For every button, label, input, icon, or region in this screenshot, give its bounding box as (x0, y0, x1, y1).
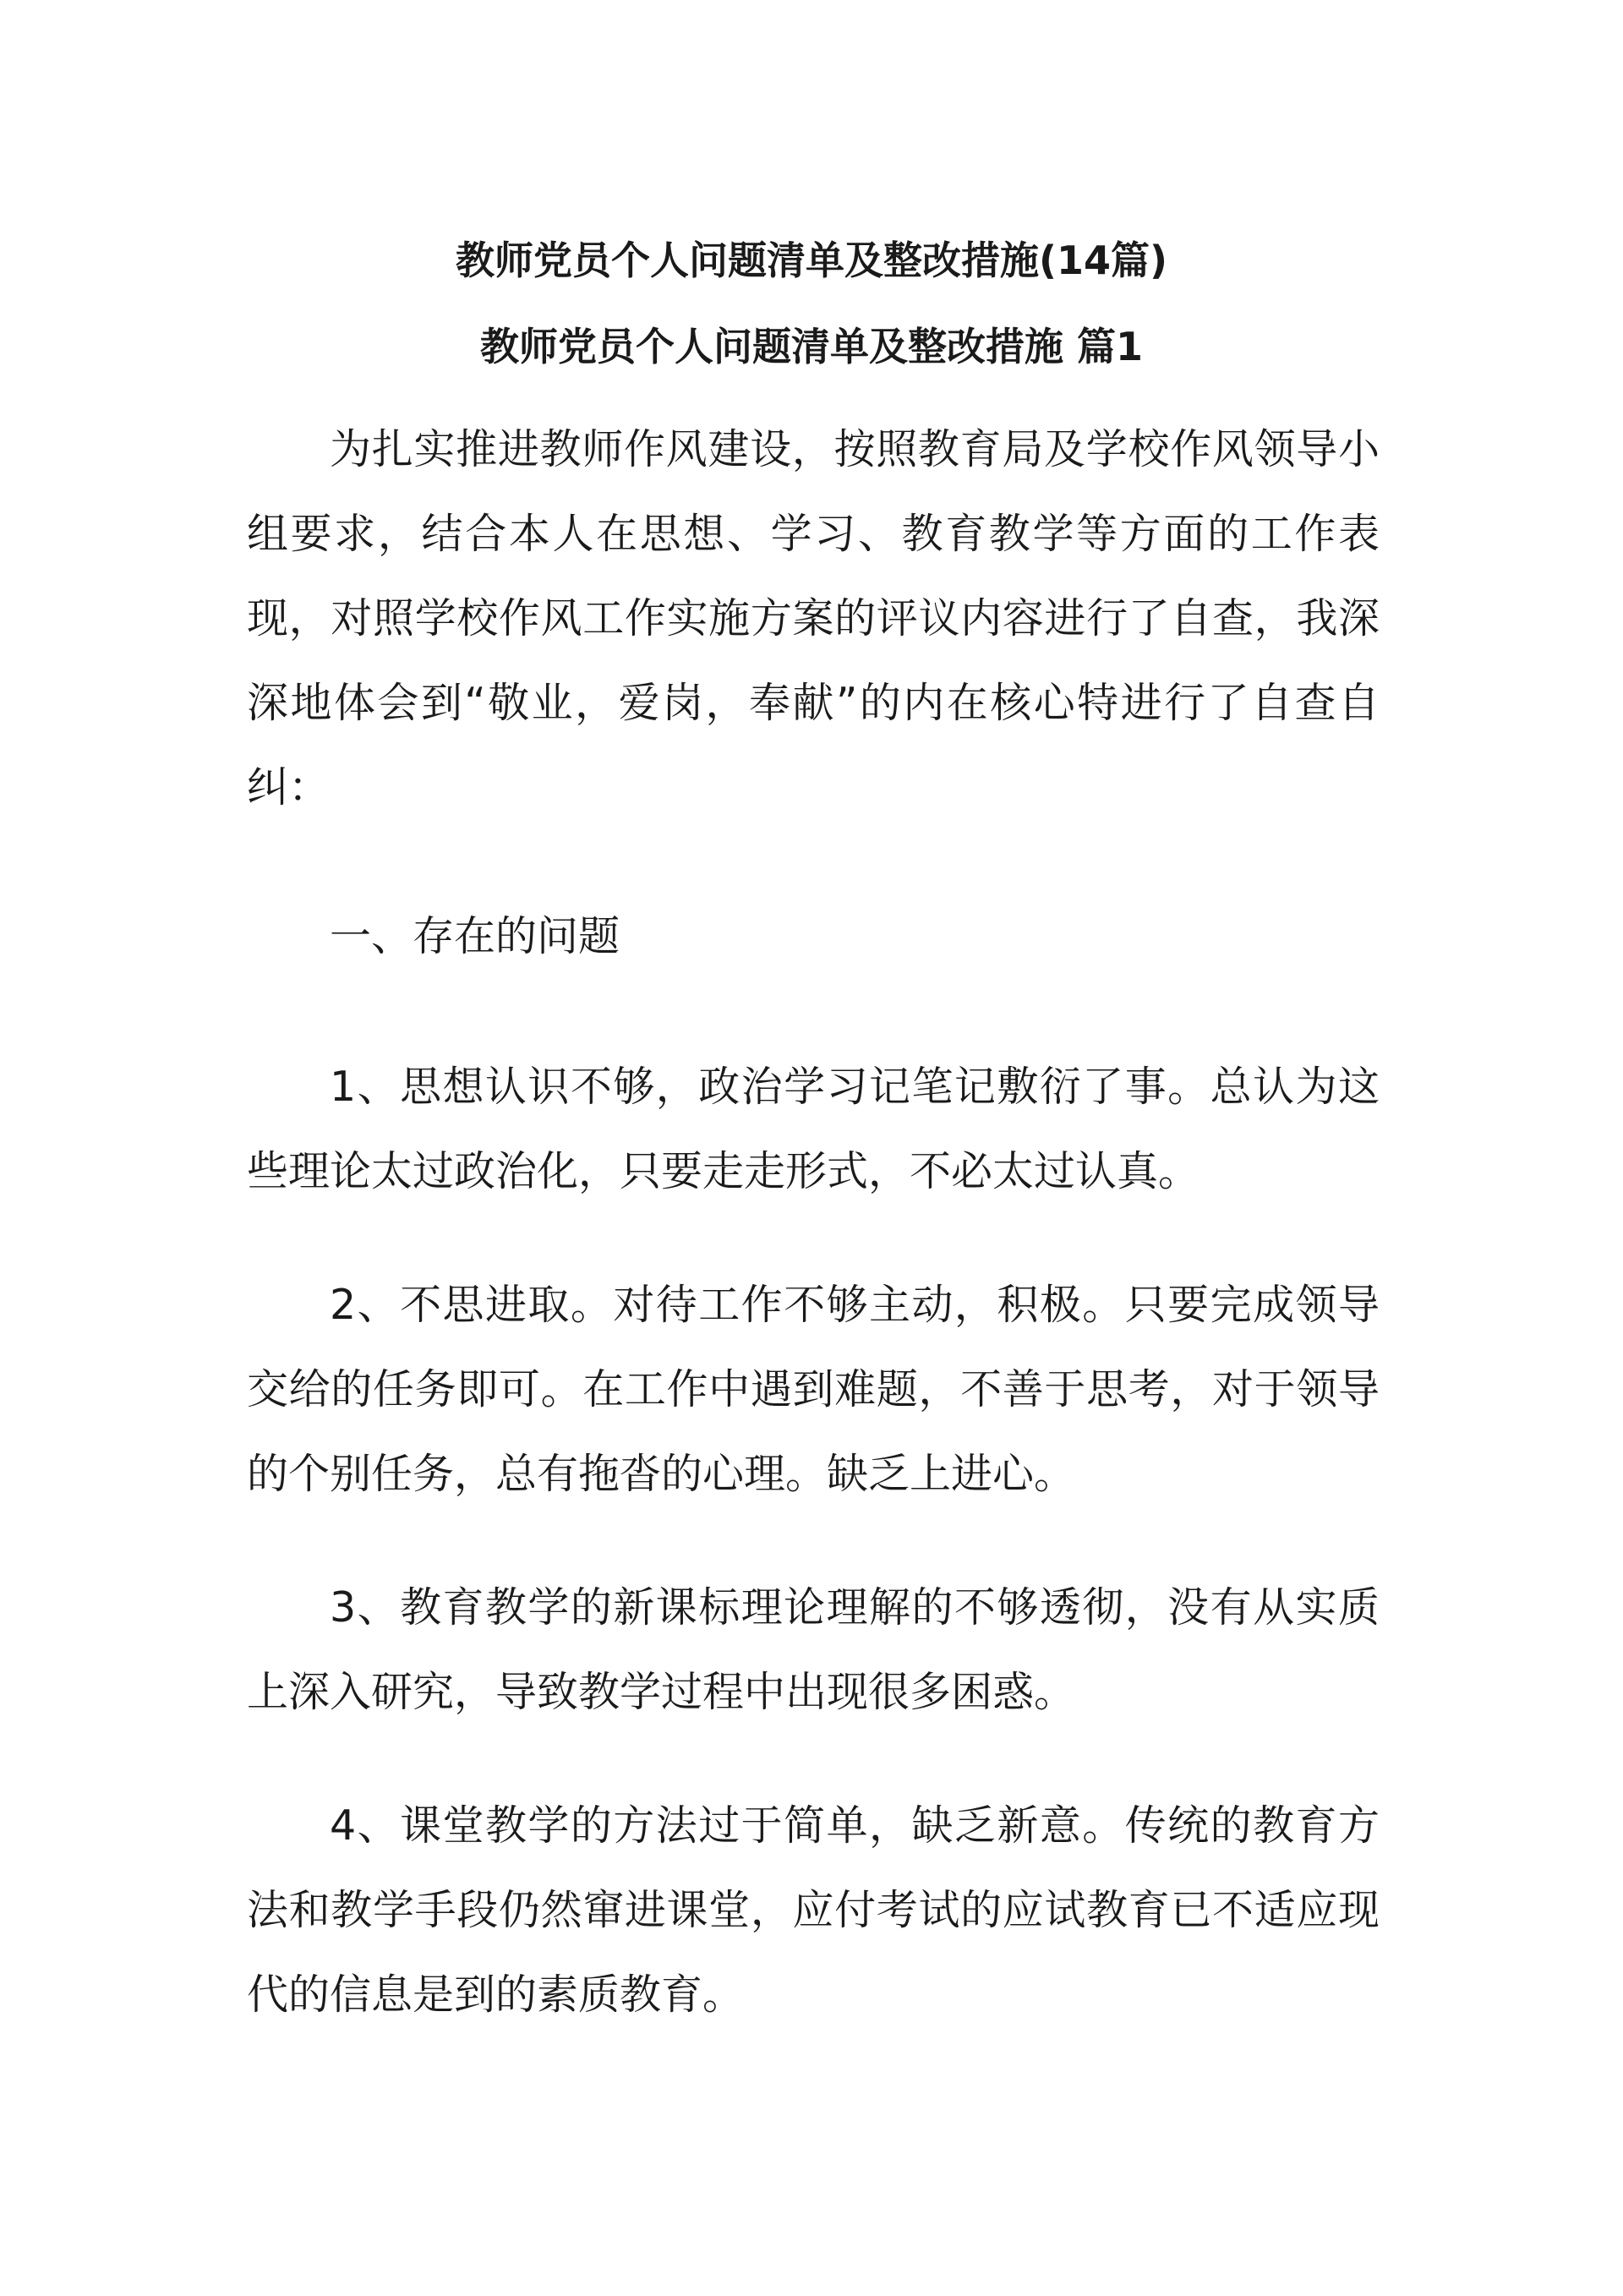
document-title: 教师党员个人问题清单及整改措施(14篇) (455, 238, 1168, 283)
problem-item-4: 4、课堂教学的方法过于简单，缺乏新意。传统的教育方法和教学手段仍然窜进课堂，应付考试的应试教育已不适应现代的信息是到的素质教育。 (247, 1801, 1380, 2019)
problem-item-3: 3、教育教学的新课标理论理解的不够透彻，没有从实质上深入研究，导致教学过程中出现很多困惑。 (247, 1583, 1380, 1716)
problem-item-1: 1、思想认识不够，政治学习记笔记敷衍了事。总认为这些理论太过政治化，只要走走形式，不必太过认真。 (247, 1063, 1380, 1195)
document-subtitle: 教师党员个人问题清单及整改措施 篇1 (479, 324, 1144, 369)
problem-item-2: 2、不思进取。对待工作不够主动，积极。只要完成领导交给的任务即可。在工作中遇到难题，不善于思考，对于领导的个别任务，总有拖沓的心理。缺乏上进心。 (247, 1281, 1380, 1498)
section-heading: 一、存在的问题 (330, 912, 620, 960)
intro-paragraph: 为扎实推进教师作风建设，按照教育局及学校作风领导小组要求，结合本人在思想、学习、教育教学等方面的工作表现，对照学校作风工作实施方案的评议内容进行了自查，我深深地体会到“敬业，爱岗，奉献”的内在核心特进行了自查自纠： (247, 425, 1380, 812)
